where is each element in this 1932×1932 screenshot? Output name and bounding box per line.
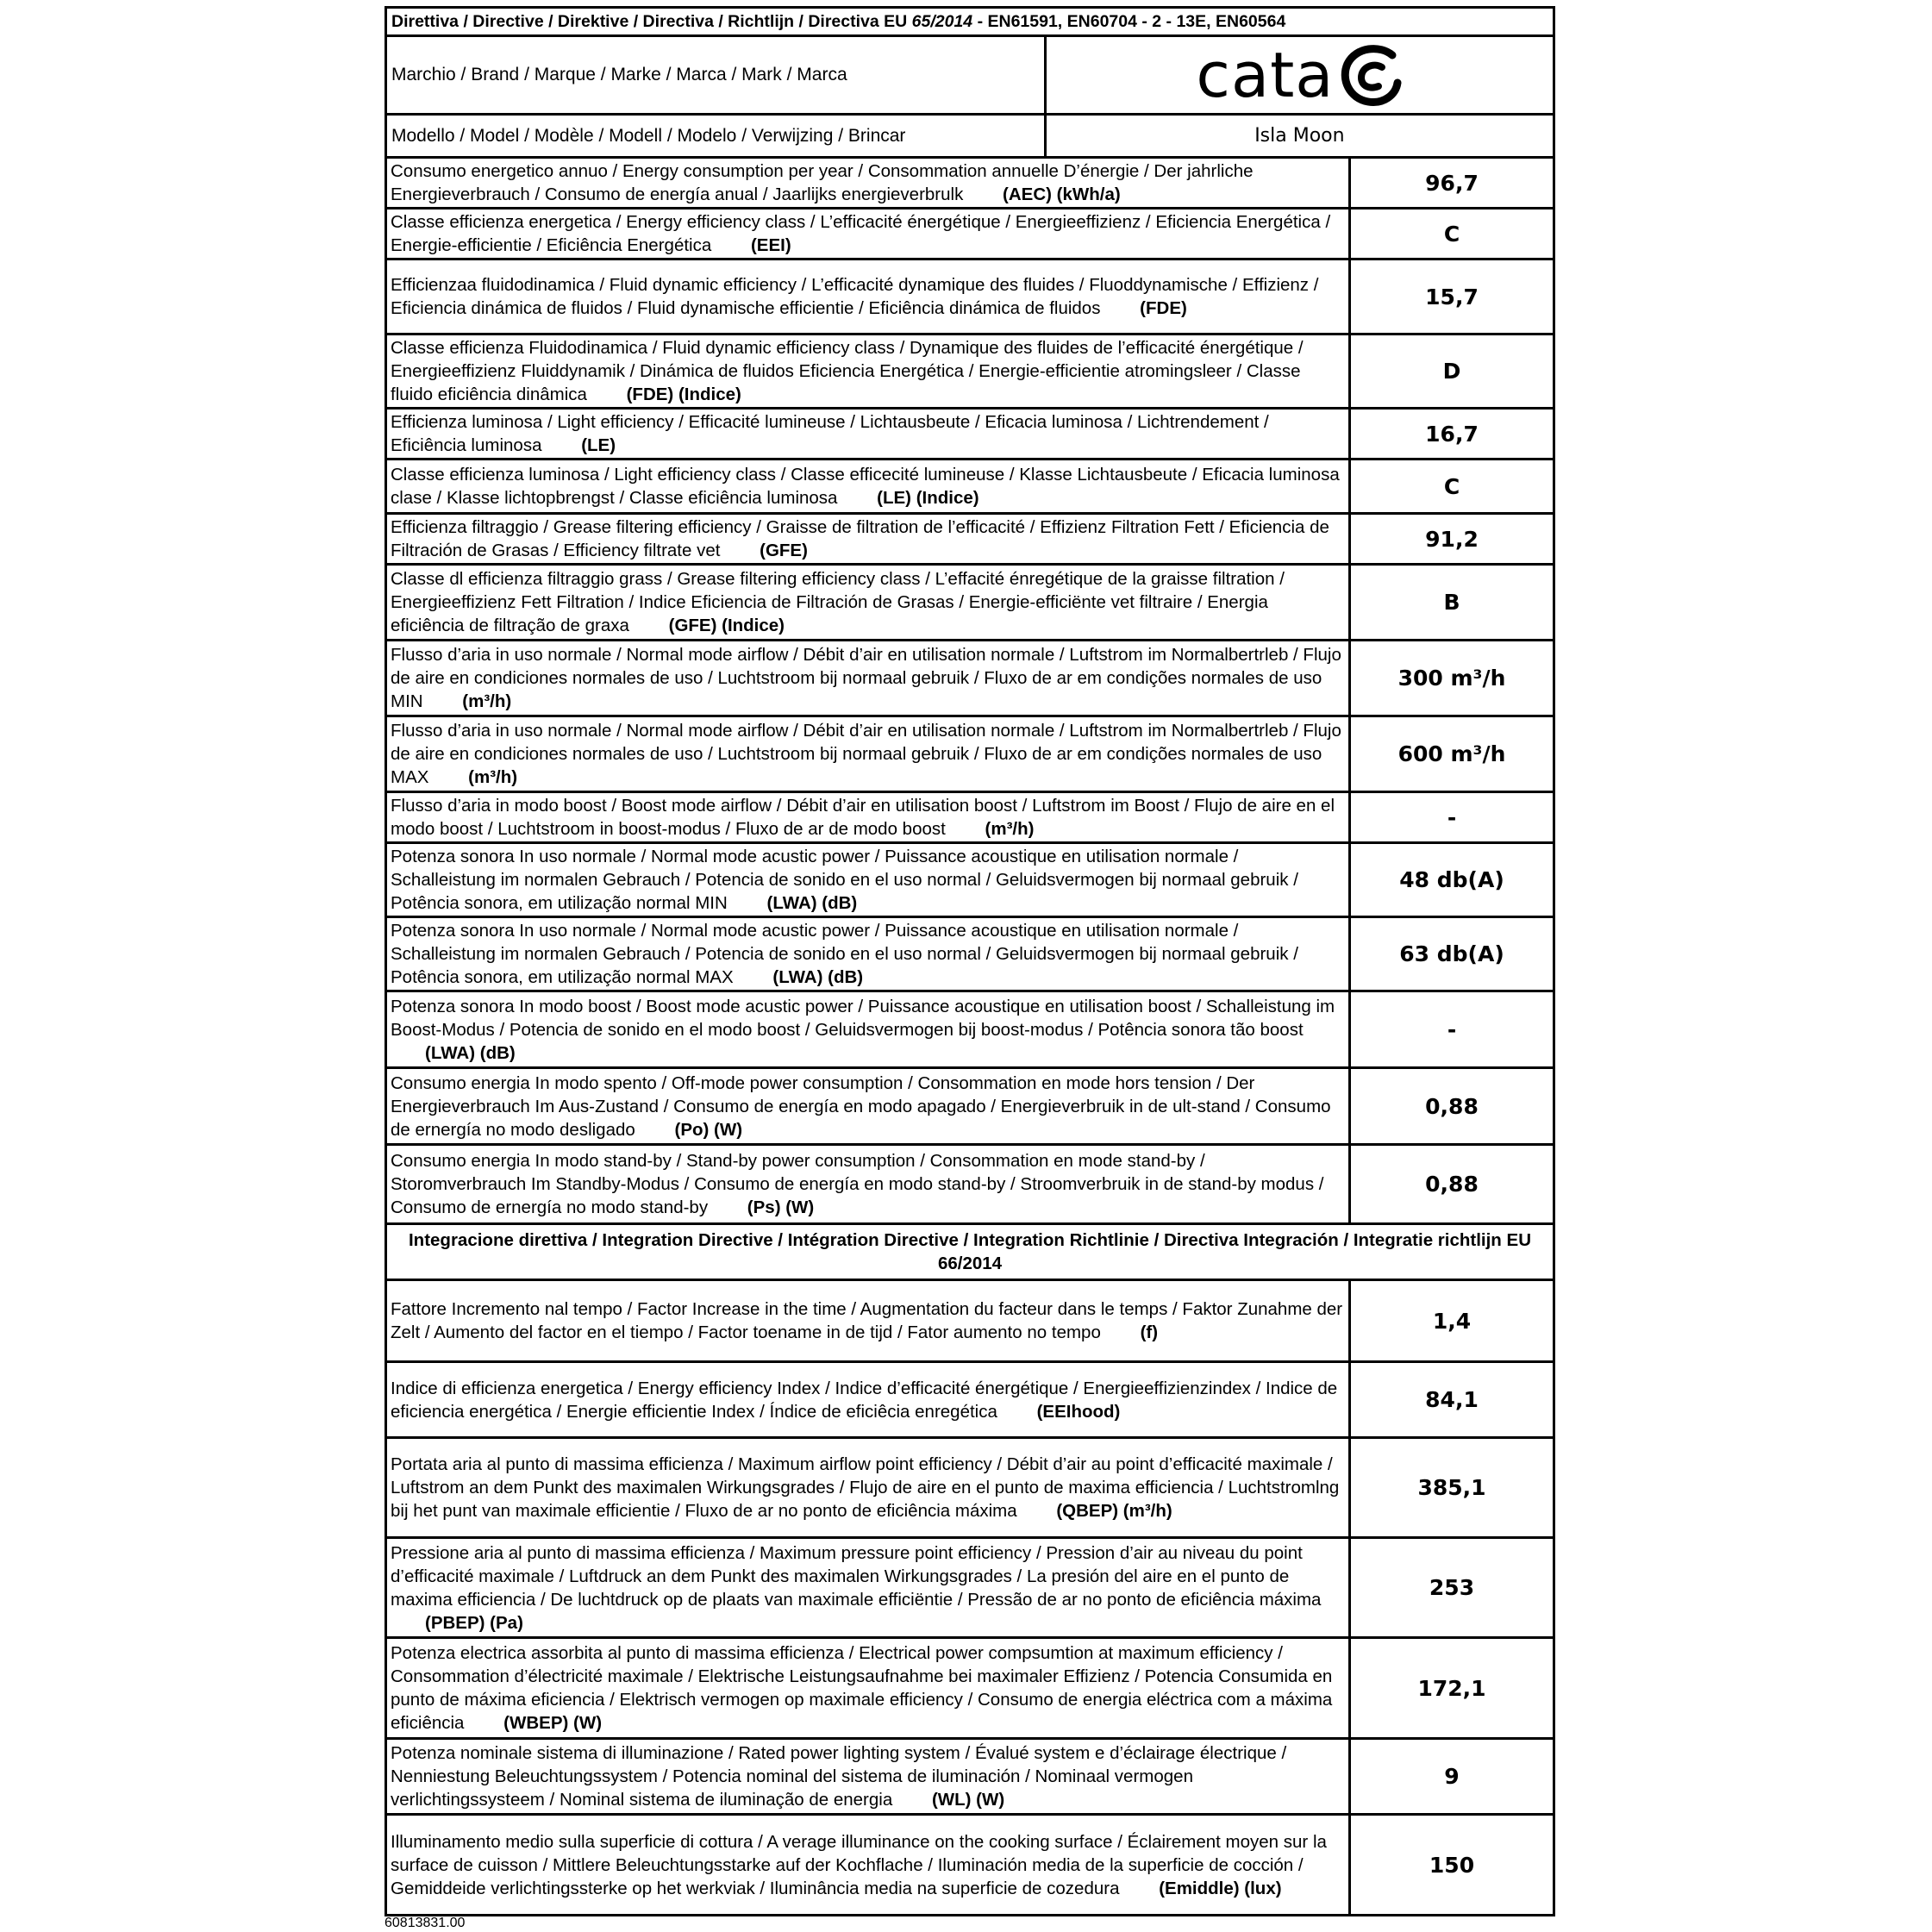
spec-value: 150 <box>1350 1815 1554 1916</box>
spec-code: (LWA) (dB) <box>425 1042 516 1063</box>
spec-row <box>386 1438 1554 1538</box>
spec-description <box>386 565 1350 641</box>
spec-description <box>386 917 1350 991</box>
spec-code: (Po) (W) <box>674 1119 743 1140</box>
nested-row-table <box>387 37 1553 113</box>
brand-row <box>386 36 1554 115</box>
directive-suffix: - EN61591, EN60704 - 2 - 13E, EN60564 <box>972 11 1286 31</box>
spec-value: C <box>1350 460 1554 514</box>
product-fiche-table <box>385 6 1555 1916</box>
brand-logo-cell <box>1045 37 1553 113</box>
spec-row <box>386 259 1554 335</box>
spec-value: 172,1 <box>1350 1638 1554 1739</box>
spec-code: (m³/h) <box>985 819 1035 839</box>
model-row-cell <box>386 115 1554 158</box>
spec-code: (QBEP) (m³/h) <box>1056 1501 1172 1521</box>
spec-code: (GFE) (Indice) <box>668 616 785 635</box>
spec-row <box>386 641 1554 716</box>
spec-text: Consumo energia In modo stand-by / Stand-by power consumption / Consommation en mode stand-by / Storomverbrauch Im Standby-Modus / Consumo de energía en modo stand-by / Stroomverbruik in de stand-by modus / Consumo de ernergía no modo stand-by <box>391 1151 1324 1217</box>
spec-value: 96,7 <box>1350 158 1554 209</box>
spec-description <box>386 1638 1350 1739</box>
spec-text: Efficienza filtraggio / Grease filtering efficiency / Graisse de filtration de l’efficacité / Effizienz Filtration Fett / Eficiencia de Filtración de Grasas / Efficiency filtrate vet <box>391 517 1329 560</box>
spec-row <box>386 209 1554 259</box>
spec-value: 84,1 <box>1350 1362 1554 1438</box>
brand-label: Marchio / Brand / Marque / Marke / Marca / Mark / Marca <box>387 37 1045 113</box>
spec-code: (LWA) (dB) <box>766 893 858 913</box>
spec-row <box>386 1538 1554 1638</box>
spec-text: Classe efficienza Fluidodinamica / Fluid dynamic efficiency class / Dynamique des fluides de l’efficacité énergétique / Energieeffizienz Fluiddynamik / Dinámica de fluidos Eficiencia Energética / Energie-efficientie atromingsleer / Classe fluido eficiência dinâmica <box>391 338 1304 404</box>
spec-text: Classe efficienza energetica / Energy efficiency class / L’efficacité énergétique / Energieeffizienz / Eficiencia Energética / Energie-efficientie / Eficiência Energética <box>391 212 1331 255</box>
spec-code: (EEIhood) <box>1036 1401 1121 1422</box>
model-row <box>386 115 1554 158</box>
spec-row <box>386 1280 1554 1362</box>
spec-row <box>386 514 1554 565</box>
spec-value: 385,1 <box>1350 1438 1554 1538</box>
integration-section-row <box>386 1224 1554 1280</box>
spec-value: D <box>1350 335 1554 409</box>
spec-value: 63 db(A) <box>1350 917 1554 991</box>
cata-logo <box>1196 39 1403 111</box>
spec-value: 0,88 <box>1350 1145 1554 1224</box>
spec-code: (WL) (W) <box>931 1790 1005 1810</box>
spec-code: (FDE) <box>1140 298 1187 318</box>
spec-text: Potenza sonora In uso normale / Normal mode acustic power / Puissance acoustique en utilisation normale / Schalleistung im normalen Gebrauch / Potencia de sonido en el uso normal / Geluidsvermogen bij normaal gebruik / Potência sonora, em utilização normal MIN <box>391 847 1298 913</box>
directive-header-row <box>386 8 1554 36</box>
spec-value: B <box>1350 565 1554 641</box>
nested-row <box>387 37 1553 113</box>
directive-header <box>386 8 1554 36</box>
spec-description <box>386 641 1350 716</box>
spec-text: Efficienzaa fluidodinamica / Fluid dynamic efficiency / L’efficacité dynamique des fluides / Fluoddynamische / Effizienz / Eficiencia dinámica de fluidos / Fluid dynamische efficientie / Eficiência dinámica de fluidos <box>391 275 1319 318</box>
spec-row <box>386 460 1554 514</box>
spec-code: (WBEP) (W) <box>503 1713 603 1733</box>
spec-value: 300 m³/h <box>1350 641 1554 716</box>
spec-description <box>386 1538 1350 1638</box>
spec-description <box>386 335 1350 409</box>
spec-text: Potenza sonora In modo boost / Boost mode acustic power / Puissance acoustique en utilisation boost / Schalleistung im Boost-Modus / Potencia de sonido en el modo boost / Geluidsvermogen bij boost-modus / Potência sonora tão boost <box>391 996 1335 1040</box>
spec-code: (LE) <box>581 435 616 455</box>
nested-row-table <box>387 116 1553 156</box>
spec-value: - <box>1350 792 1554 843</box>
spec-description <box>386 1145 1350 1224</box>
spec-row <box>386 716 1554 792</box>
directive-number: 65/2014 <box>911 11 973 31</box>
spec-value: 0,88 <box>1350 1068 1554 1145</box>
spec-description <box>386 843 1350 917</box>
spec-text: Portata aria al punto di massima efficienza / Maximum airflow point efficiency / Débit d’air au point d’efficacité maximale / Luftstrom an dem Punkt des maximalen Wirkungsgrades / Flujo de aire en el punto de maxima efficiencia / Luchtstromlng bij het punt van maximale efficientie / Fluxo de ar no ponto de eficiência máxima <box>391 1454 1340 1521</box>
spec-row <box>386 1145 1554 1224</box>
spec-value: 48 db(A) <box>1350 843 1554 917</box>
spec-text: Indice di efficienza energetica / Energy efficiency Index / Indice d’efficacité énergétique / Energieeffizienzindex / Indice de eficiencia energética / Energie efficientie Index / Índice de eficiêcia enregética <box>391 1378 1338 1422</box>
model-value: Isla Moon <box>1254 125 1345 147</box>
spec-description <box>386 792 1350 843</box>
spec-description <box>386 209 1350 259</box>
spec-code: (Ps) (W) <box>747 1197 815 1217</box>
spec-description <box>386 716 1350 792</box>
spec-description <box>386 158 1350 209</box>
spec-value: 253 <box>1350 1538 1554 1638</box>
spec-code: (LE) (Indice) <box>877 488 979 508</box>
spec-description <box>386 1739 1350 1815</box>
spec-text: Consumo energia In modo spento / Off-mode power consumption / Consommation en mode hors tension / Der Energieverbrauch Im Aus-Zustand / Consumo de energía en modo apagado / Energieverbruik in de ult-stand / Consumo de ernergía no modo desligado <box>391 1072 1331 1140</box>
spec-row <box>386 1739 1554 1815</box>
spec-text: Pressione aria al punto di massima efficienza / Maximum pressure point efficiency / Pression d’air au niveau du point d’efficacité maximale / Luftdruck an dem Punkt des maximalen Wirkungsgrades / La presión del aire en el punto de maxima efficiencia / De luchtdruck op de plaats van maximale efficiëntie / Pressão de ar no ponto de eficiência máxima <box>391 1542 1322 1610</box>
spec-code: (LWA) (dB) <box>772 967 864 987</box>
spec-description <box>386 514 1350 565</box>
energy-label-sheet <box>385 6 1553 1916</box>
spec-code: (m³/h) <box>462 691 512 711</box>
spec-row <box>386 1815 1554 1916</box>
spec-row <box>386 335 1554 409</box>
spec-value: - <box>1350 991 1554 1068</box>
spec-text: Flusso d’aria in modo boost / Boost mode airflow / Débit d’air en utilisation boost / Luftstrom im Boost / Flujo de aire en el modo boost / Luchtstroom in boost-modus / Fluxo de ar de modo boost <box>391 796 1335 839</box>
spec-text: Fattore Incremento nal tempo / Factor Increase in the time / Augmentation du facteur dans le temps / Faktor Zunahme der Zelt / Aumento del factor en el tiempo / Factor toename in de tijd / Fator aumento no tempo <box>391 1299 1343 1342</box>
spec-text: Consumo energetico annuo / Energy consumption per year / Consommation annuelle D’énergie / Der jahrliche Energieverbrauch / Consumo de energía anual / Jaarlijks energieverbrulk <box>391 161 1254 204</box>
model-label: Modello / Model / Modèle / Modell / Modelo / Verwijzing / Brincar <box>387 116 1045 156</box>
spec-code: (f) <box>1140 1322 1159 1342</box>
spec-code: (FDE) (Indice) <box>626 385 741 404</box>
spec-description <box>386 991 1350 1068</box>
document-code: 60813831.00 <box>385 1916 466 1930</box>
spec-description <box>386 1815 1350 1916</box>
spec-description <box>386 1068 1350 1145</box>
spec-text: Flusso d’aria in uso normale / Normal mode airflow / Débit d’air en utilisation normale / Luftstrom im Normalbertrleb / Flujo de aire en condiciones normales de uso / Luchtstroom bij normaal gebruik / Fluxo de ar em condições normales de uso MIN <box>391 645 1341 711</box>
spec-code: (PBEP) (Pa) <box>425 1612 523 1633</box>
spec-text: Classe efficienza luminosa / Light efficiency class / Classe efficecité lumineuse / Klasse Lichtausbeute / Eficacia luminosa clase / Klasse lichtopbrengst / Classe eficiência luminosa <box>391 465 1340 508</box>
spec-row <box>386 843 1554 917</box>
spec-description <box>386 460 1350 514</box>
spec-description <box>386 1362 1350 1438</box>
brand-row-cell <box>386 36 1554 115</box>
spec-value: 1,4 <box>1350 1280 1554 1362</box>
spec-description <box>386 259 1350 335</box>
spec-row <box>386 1068 1554 1145</box>
spec-row <box>386 917 1554 991</box>
spec-value: 15,7 <box>1350 259 1554 335</box>
spec-row <box>386 1362 1554 1438</box>
spec-text: Potenza nominale sistema di illuminazione / Rated power lighting system / Évalué system e d’éclairage électrique / Nenniestung Beleuchtungssystem / Potencia nominal del sistema de iluminación / Nominaal vermogen verlichtingssysteem / Nominal sistema de iluminação de energia <box>391 1743 1287 1810</box>
spec-text: Classe dl efficienza filtraggio grass / Grease filtering efficiency class / L’effacité énregétique de la graisse filtration / Energieeffizienz Fett Filtration / Indice Eficiencia de Filtración de Grasas / Energie-efficiënte vet filtraire / Energia eficiência de filtração de graxa <box>391 569 1285 635</box>
spec-code: (m³/h) <box>468 767 518 787</box>
logo-text: cata <box>1196 39 1335 111</box>
spec-code: (AEC) (kWh/a) <box>1003 184 1121 204</box>
spec-value: C <box>1350 209 1554 259</box>
spec-row <box>386 1638 1554 1739</box>
spec-text: Potenza electrica assorbita al punto di massima efficienza / Electrical power compsumtion at maximum efficiency / Consommation d’électricité maximale / Elektrische Leistungsaufnahme bei maximaler Effizienz / Potencia Consumida en punto de máxima eficiencia / Elektrisch vermogen op maximale efficiency / Consumo de energia eléctrica com a máxima eficiência <box>391 1643 1333 1733</box>
directive-prefix: Direttiva / Directive / Direktive / Directiva / Richtlijn / Directiva EU <box>391 11 912 31</box>
spec-text: Illuminamento medio sulla superficie di cottura / A verage illuminance on the cooking surface / Éclairement moyen sur la surface de cuisson / Mittlere Beleuchtungsstarke auf der Kochflache / Iluminación media de la superficie de cocción / Gemiddeide verlichtingssterke op het werkviak / Iluminância media na superficie de cozedura <box>391 1831 1327 1898</box>
spec-row <box>386 792 1554 843</box>
nested-row <box>387 116 1553 156</box>
spec-value: 600 m³/h <box>1350 716 1554 792</box>
spec-code: (Emiddle) (lux) <box>1159 1878 1282 1898</box>
spec-text: Efficienza luminosa / Light efficiency / Efficacité lumineuse / Lichtausbeute / Eficacia luminosa / Lichtrendement / Eficiência luminosa <box>391 412 1269 455</box>
spec-text: Potenza sonora In uso normale / Normal mode acustic power / Puissance acoustique en utilisation normale / Schalleistung im normalen Gebrauch / Potencia de sonido en el uso normal / Geluidsvermogen bij normaal gebruik / Potência sonora, em utilização normal MAX <box>391 921 1298 987</box>
spec-row <box>386 991 1554 1068</box>
spec-description <box>386 1280 1350 1362</box>
spec-row <box>386 158 1554 209</box>
spec-value: 91,2 <box>1350 514 1554 565</box>
spec-value: 9 <box>1350 1739 1554 1815</box>
spec-text: Flusso d’aria in uso normale / Normal mode airflow / Débit d’air en utilisation normale / Luftstrom im Normalbertrleb / Flujo de aire en condiciones normales de uso / Luchtstroom bij normaal gebruik / Fluxo de ar em condições normales de uso MAX <box>391 721 1341 787</box>
spec-description <box>386 409 1350 460</box>
integration-section-title: Integracione direttiva / Integration Directive / Intégration Directive / Integration Richtlinie / Directiva Integración / Integratie richtlijn EU 66/2014 <box>386 1224 1554 1280</box>
spec-description <box>386 1438 1350 1538</box>
spec-code: (GFE) <box>760 541 808 560</box>
spec-row <box>386 409 1554 460</box>
spec-row <box>386 565 1554 641</box>
spec-value: 16,7 <box>1350 409 1554 460</box>
cata-swirl-logo-icon <box>1339 43 1403 107</box>
spec-code: (EEI) <box>750 235 791 255</box>
